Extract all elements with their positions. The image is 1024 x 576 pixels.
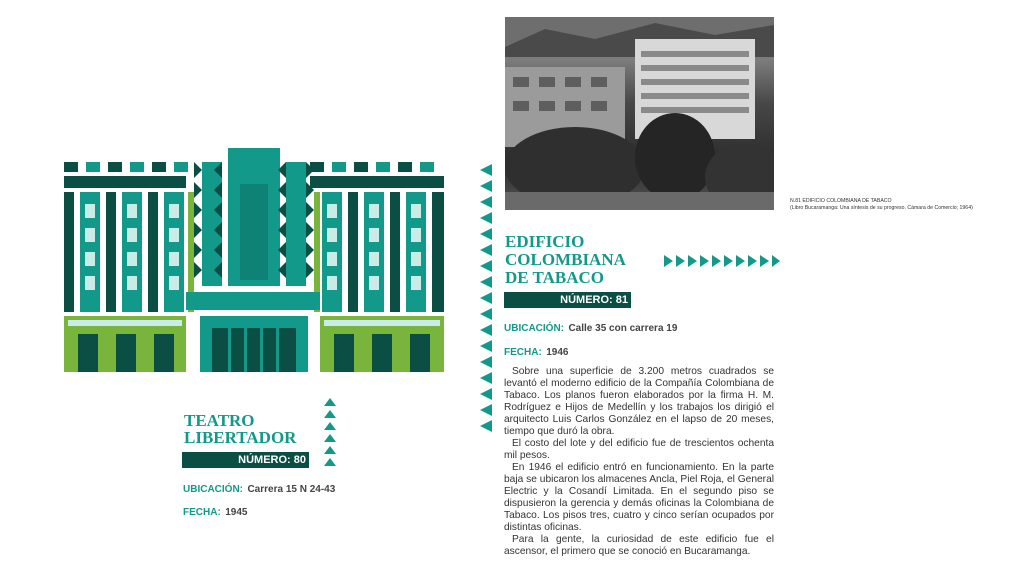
left-ubicacion-value: Carrera 15 N 24-43 — [247, 484, 336, 495]
paragraph: El costo del lote y del edificio fue de trescientos ochenta mil pesos. — [504, 438, 774, 461]
right-fecha-label: FECHA: — [504, 347, 542, 358]
left-building-title — [184, 412, 296, 446]
photo-caption-line2: (Libro Bucaramanga: Una síntesis de su progreso. Cámara de Comercio; 1964) — [790, 204, 973, 211]
left-fecha — [183, 502, 247, 520]
left-ubicacion-label: UBICACIÓN: — [183, 484, 243, 495]
left-fecha-label: FECHA: — [183, 507, 221, 518]
paragraph: Para la gente, la curiosidad de este edificio fue el ascensor, el primero que se conoció en Bucaramanga. — [504, 534, 774, 557]
right-fecha — [504, 342, 568, 360]
left-title-line1: TEATRO — [184, 411, 255, 430]
triangle-column-center-icon — [478, 164, 492, 440]
left-title-line2: LIBERTADOR — [184, 428, 297, 447]
right-title-line1: EDIFICIO — [505, 232, 585, 251]
right-description — [504, 366, 774, 558]
left-fecha-value: 1945 — [225, 507, 248, 518]
right-building-title — [505, 233, 626, 287]
right-number-badge: NÚMERO: 81 — [504, 292, 631, 308]
historic-photo — [505, 17, 774, 210]
photo-caption-line1: N.81 EDIFICIO COLOMBIANA DE TABACO — [790, 198, 892, 204]
right-title-line2: COLOMBIANA — [505, 250, 626, 269]
right-ubicacion — [504, 318, 677, 336]
right-ubicacion-label: UBICACIÓN: — [504, 323, 564, 334]
right-fecha-value: 1946 — [546, 347, 569, 358]
teatro-libertador-illustration — [64, 148, 444, 372]
triangle-column-left-icon — [324, 398, 336, 470]
left-number-badge: NÚMERO: 80 — [182, 452, 309, 468]
right-ubicacion-value: Calle 35 con carrera 19 — [568, 323, 678, 334]
triangle-row-right-icon — [664, 255, 780, 267]
right-title-line3: DE TABACO — [505, 268, 605, 287]
photo-caption — [790, 198, 1020, 211]
paragraph: En 1946 el edificio entró en funcionamiento. En la parte baja se ubicaron los almacenes Ancla, Piel Roja, el General Electric y la Cosandí Limitada. En el segundo piso se dispusieron la gerencia y demás oficinas la Colombiana de Tabaco. Los pisos tres, cuatro y cinco serían ocupados por distintas oficinas. — [504, 462, 774, 533]
left-ubicacion — [183, 479, 335, 497]
paragraph: Sobre una superficie de 3.200 metros cuadrados se levantó el moderno edificio de la Compañía Colombiana de Tabaco. Los planos fueron elaborados por la firma H. M. Rodríguez e Hijos de Medellín y los trabajos los dirigió el arquitecto Luis Carlos González en el lapso de 20 meses, tiempo que duró la obra. — [504, 366, 774, 437]
